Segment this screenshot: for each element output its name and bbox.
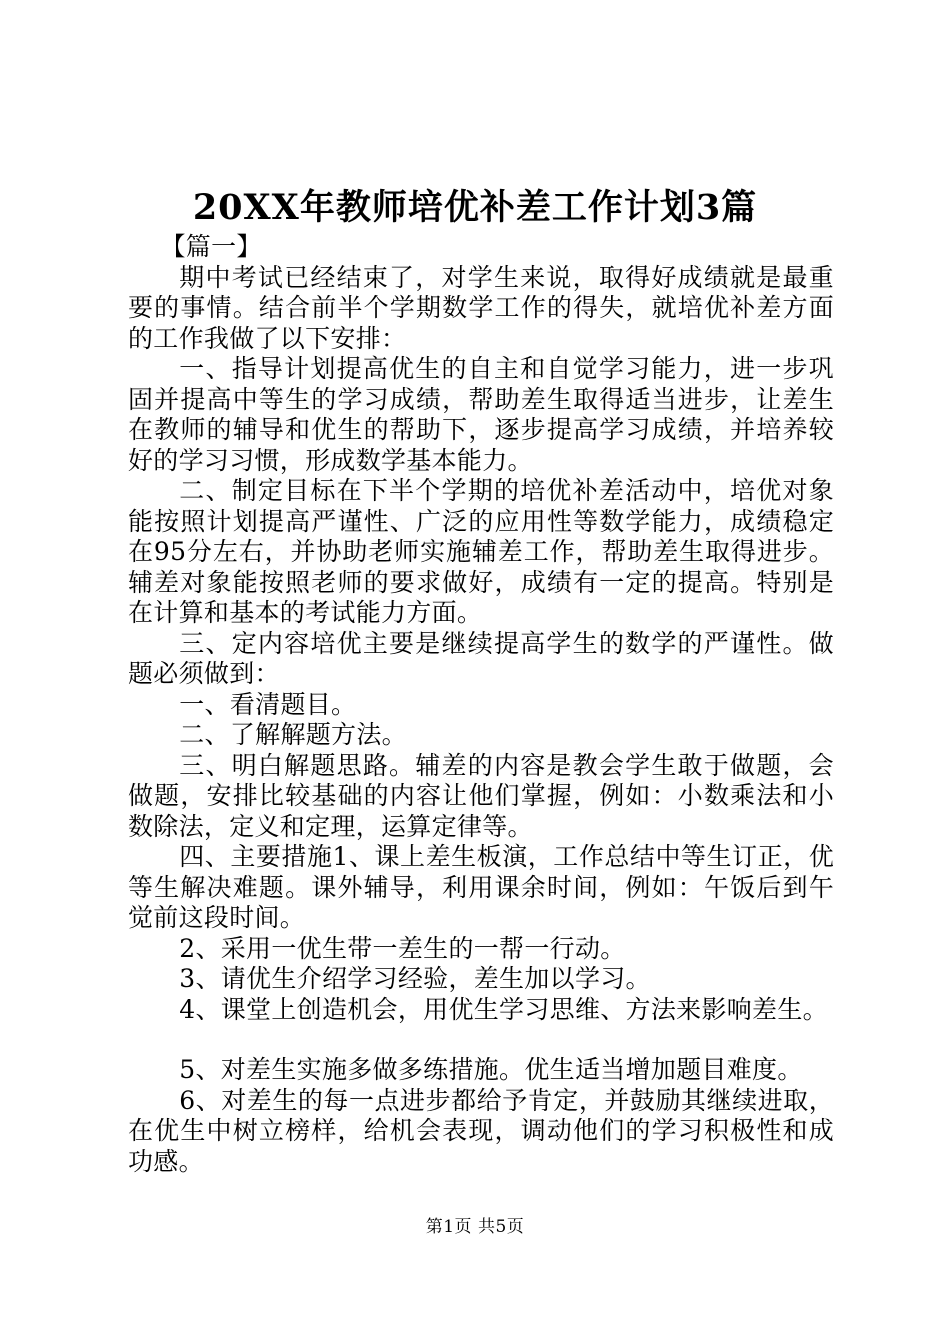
paragraph-item-1: 一、指导计划提高优生的自主和自觉学习能力，进一步巩固并提高中等生的学习成绩，帮助差生取得适当进步，让差生在教师的辅导和优生的帮助下，逐步提高学习成绩，并培养较好的学习习惯，形成数学基本能力。 — [128, 354, 834, 475]
paragraph-measure-6: 6、对差生的每一点进步都给予肯定，并鼓励其继续进取，在优生中树立榜样，给机会表现，调动他们的学习积极性和成功感。 — [128, 1085, 834, 1176]
page-footer: 第1页 共5页 — [425, 1217, 525, 1237]
section-label: 【篇一】 — [160, 232, 262, 261]
paragraph-item-3: 三、定内容培优主要是继续提高学生的数学的严谨性。做题必须做到： — [128, 628, 834, 688]
paragraph-item-2: 二、制定目标在下半个学期的培优补差活动中，培优对象能按照计划提高严谨性、广泛的应用性等数学能力，成绩稳定在95分左右，并协助老师实施辅差工作，帮助差生取得进步。辅差对象能按照老师的要求做好，成绩有一定的提高。特别是在计算和基本的考试能力方面。 — [128, 476, 834, 627]
document-title: 20XX年教师培优补差工作计划3篇 — [192, 187, 758, 228]
paragraph-sub-1: 一、看清题目。 — [179, 689, 357, 719]
paragraph-measure-3: 3、请优生介绍学习经验，差生加以学习。 — [179, 964, 651, 993]
paragraph-measure-5: 5、对差生实施多做多练措施。优生适当增加题目难度。 — [179, 1055, 803, 1084]
paragraph-sub-3: 三、明白解题思路。辅差的内容是教会学生敢于做题，会做题，安排比较基础的内容让他们掌握，例如：小数乘法和小数除法，定义和定理，运算定律等。 — [128, 750, 834, 841]
paragraph-item-4: 四、主要措施1、课上差生板演，工作总结中等生订正，优等生解决难题。课外辅导，利用课余时间，例如：午饭后到午觉前这段时间。 — [128, 842, 834, 932]
paragraph-sub-2: 二、了解解题方法。 — [179, 720, 407, 749]
paragraph-measure-4: 4、课堂上创造机会，用优生学习思维、方法来影响差生。 — [179, 994, 828, 1024]
paragraph-intro: 期中考试已经结束了，对学生来说，取得好成绩就是最重要的事情。结合前半个学期数学工作的得失，就培优补差方面的工作我做了以下安排： — [128, 262, 834, 353]
document-body — [128, 232, 834, 1177]
paragraph-measure-2: 2、采用一优生带一差生的一帮一行动。 — [179, 933, 626, 963]
